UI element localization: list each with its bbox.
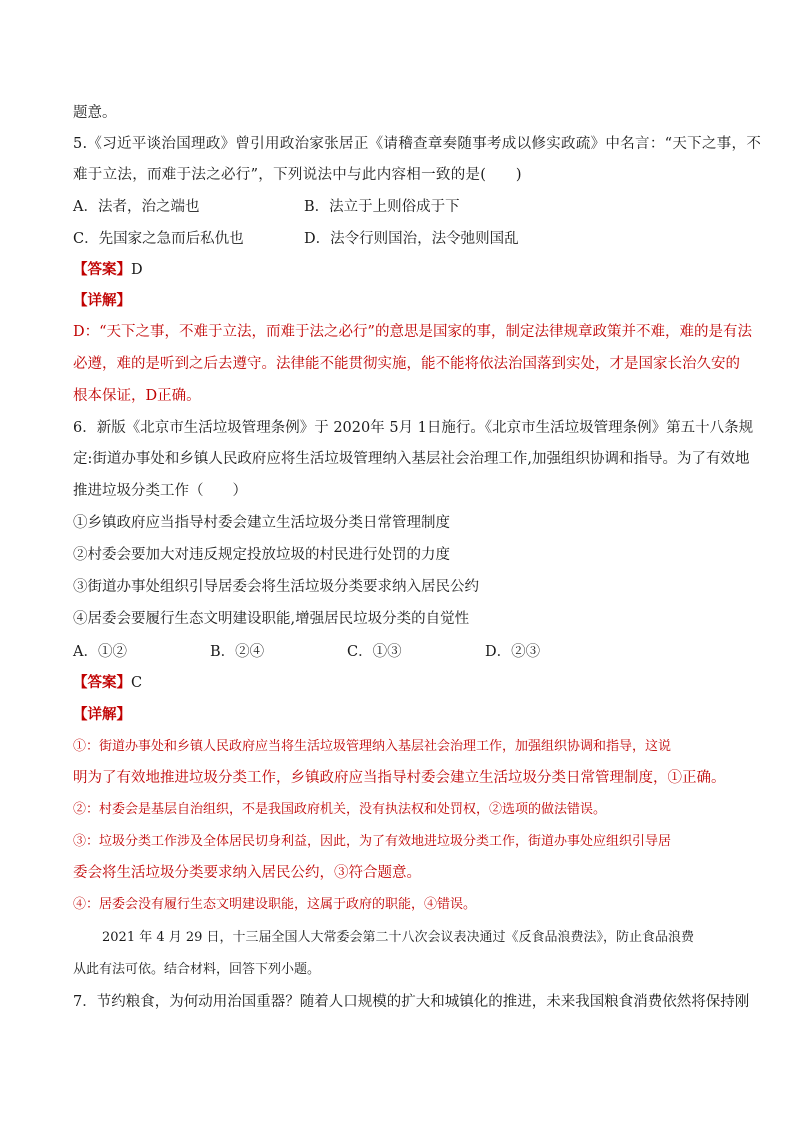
q6-detail-line-2: 明为了有效地推进垃圾分类工作，乡镇政府应当指导村委会建立生活垃圾分类日常管理制度，①正确。 [73, 770, 726, 786]
q6-statement-3: ③街道办事处组织引导居委会将生活垃圾分类要求纳入居民公约 [73, 579, 479, 595]
q5-stem-line-1: 5.《习近平谈治国理政》曾引用政治家张居正《请稽查章奏随事考成以修实政疏》中名言：“天下之事，不 [73, 136, 762, 152]
q6-answer [73, 673, 142, 693]
q6-statement-1: ①乡镇政府应当指导村委会建立生活垃圾分类日常管理制度 [73, 515, 450, 531]
material-line-2: 从此有法可依。结合材料，回答下列小题。 [73, 962, 321, 977]
q6-option-c: C．①③ [347, 644, 402, 660]
q6-detail-line-5: 委会将生活垃圾分类要求纳入居民公约，③符合题意。 [73, 865, 421, 881]
q6-statement-2: ②村委会要加大对违反规定投放垃圾的村民进行处罚的力度 [73, 547, 450, 563]
q6-detail-line-4: ③：垃圾分类工作涉及全体居民切身利益，因此，为了有效地进垃圾分类工作，街道办事处应组织引导居 [73, 834, 672, 849]
q5-answer [73, 260, 143, 280]
q6-detail-label: 【详解】 [73, 706, 131, 723]
q6-detail-line-6: ④：居委会没有履行生态文明建设职能，这属于政府的职能，④错误。 [73, 897, 477, 912]
material-line-1: 2021 年 4 月 29 日，十三届全国人大常委会第二十八次会议表决通过《反食品浪费法》，防止食品浪费 [102, 930, 695, 945]
q6-option-d: D．②③ [485, 644, 541, 660]
q5-option-b: B．法立于上则俗成于下 [304, 199, 460, 215]
answer-value: C [131, 675, 143, 691]
answer-value: D [131, 262, 143, 278]
q5-detail-line-2: 必遵，难的是听到之后去遵守。法律能不能贯彻实施，能不能将依法治国落到实处，才是国家长治久安的 [73, 356, 740, 372]
answer-label: 【答案】 [73, 674, 131, 691]
q5-detail-line-3: 根本保证，D正确。 [73, 388, 201, 404]
q6-detail-line-1: ①：街道办事处和乡镇人民政府应当将生活垃圾管理纳入基层社会治理工作，加强组织协调和指导，这说 [73, 739, 672, 754]
q7-stem-line-1: 7．节约粮食，为何动用治国重器？随着人口规模的扩大和城镇化的推进，未来我国粮食消费依然将保持刚 [73, 994, 750, 1010]
q5-stem-line-2: 难于立法，而难于法之必行”，下列说法中与此内容相一致的是( ) [73, 167, 522, 183]
q5-option-d: D．法令行则国治，法令弛则国乱 [304, 231, 519, 247]
q5-detail-label: 【详解】 [73, 292, 131, 309]
q6-stem-line-3: 推进垃圾分类工作（ ） [73, 483, 247, 499]
q6-option-b: B．②④ [210, 644, 265, 660]
q6-detail-line-3: ②：村委会是基层自治组织，不是我国政府机关，没有执法权和处罚权，②选项的做法错误。 [73, 802, 607, 817]
q6-option-a: A．①② [73, 644, 127, 660]
q5-detail-line-1: D：“天下之事，不难于立法，而难于法之必行”的意思是国家的事，制定法律规章政策并不难，难的是有法 [73, 324, 752, 340]
q6-stem-line-2: 定:街道办事处和乡镇人民政府应将生活垃圾管理纳入基层社会治理工作,加强组织协调和指导。为了有效地 [73, 451, 750, 467]
q4-tail: 题意。 [73, 105, 117, 121]
answer-label: 【答案】 [73, 261, 131, 278]
q6-stem-line-1: 6．新版《北京市生活垃圾管理条例》于 2020年 5月 1日施行。《北京市生活垃圾管理条例》第五十八条规 [73, 420, 754, 436]
q5-option-c: C．先国家之急而后私仇也 [73, 231, 244, 247]
q5-option-a: A．法者，治之端也 [73, 199, 200, 215]
q6-statement-4: ④居委会要履行生态文明建设职能,增强居民垃圾分类的自觉性 [73, 611, 470, 627]
